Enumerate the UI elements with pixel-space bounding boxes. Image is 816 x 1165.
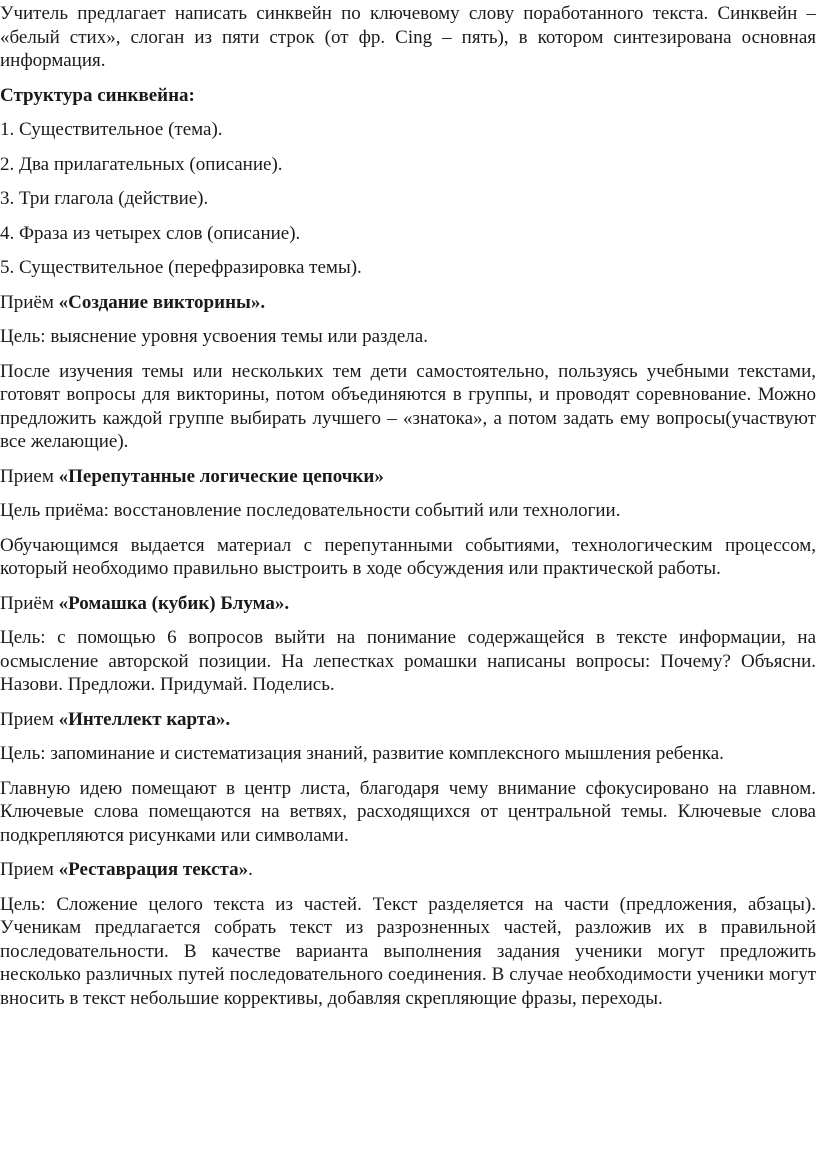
bloom-prefix: Приём [0, 592, 59, 614]
structure-item-1: 1. Существительное (тема). [0, 119, 223, 140]
structure-item-3: 3. Три глагола (действие). [0, 188, 209, 209]
bloom-heading [0, 592, 816, 616]
mindmap-goal: Цель: запоминание и систематизация знаний, развитие комплексного мышления ребенка. [0, 743, 724, 764]
quiz-goal: Цель: выяснение уровня усвоения темы или раздела. [0, 326, 428, 347]
restoration-prefix: Прием [0, 859, 59, 880]
restoration-name: «Реставрация текста» [58, 859, 249, 880]
mindmap-name: «Интеллект карта». [58, 708, 231, 730]
restoration-suffix: . [248, 859, 253, 880]
restoration-goal: Цель: Сложение целого текста из частей. Текст разделяется на части (предложения, абзацы). Ученикам предлагается собрать текст из разрозненных частей, разложив их в правильной последовательности. В качестве варианта выполнения задания ученики могут предложить несколько различных путей последовательного соединения. В случае необходимости ученики могут вносить в текст небольшие коррективы, добавляя скрепляющие фразы, переходы. [0, 893, 816, 1009]
restoration-heading [0, 858, 816, 882]
chains-name: «Перепутанные логические цепочки» [58, 465, 384, 487]
structure-heading [0, 84, 816, 108]
structure-item-5: 5. Существительное (перефразировка темы). [0, 257, 362, 278]
quiz-name: «Создание викторины». [58, 291, 266, 313]
mindmap-description: Главную идею помещают в центр листа, благодаря чему внимание сфокусировано на главном. Ключевые слова помещаются на ветвях, расходящихся от центральной темы. Ключевые слова подкрепляются рисунками или символами. [0, 777, 816, 846]
chains-description: Обучающимся выдается материал с перепутанными событиями, технологическим процессом, который необходимо правильно выстроить в ходе обсуждения или практической работы. [0, 534, 816, 579]
intro-paragraph: Учитель предлагает написать синквейн по ключевому слову поработанного текста. Синквейн – «белый стих», слоган из пяти строк (от фр. Cing – пять), в котором синтезирована основная информация. [0, 3, 816, 71]
chains-heading [0, 465, 816, 489]
structure-item-2: 2. Два прилагательных (описание). [0, 153, 283, 175]
structure-item-4: 4. Фраза из четырех слов (описание). [0, 222, 301, 244]
mindmap-heading [0, 708, 816, 732]
quiz-prefix: Приём [0, 291, 59, 313]
quiz-description: После изучения темы или нескольких тем дети самостоятельно, пользуясь учебными текстами, готовят вопросы для викторины, потом объединяются в группы, и проводят соревнование. Можно предложить каждой группе выбирать лучшего – «знатока», а потом задать ему вопросы(участвуют все желающие). [0, 360, 816, 452]
bloom-name: «Ромашка (кубик) Блума». [58, 592, 290, 614]
bloom-goal: Цель: с помощью 6 вопросов выйти на понимание содержащейся в тексте информации, на осмысление авторской позиции. На лепестках ромашки написаны вопросы: Почему? Объясни. Назови. Предложи. Придумай. Поделись. [0, 627, 816, 695]
chains-goal: Цель приёма: восстановление последовательности событий или технологии. [0, 500, 621, 521]
structure-title: Структура синквейна: [0, 84, 195, 106]
quiz-heading [0, 291, 816, 315]
mindmap-prefix: Прием [0, 708, 59, 730]
chains-prefix: Прием [0, 465, 59, 487]
